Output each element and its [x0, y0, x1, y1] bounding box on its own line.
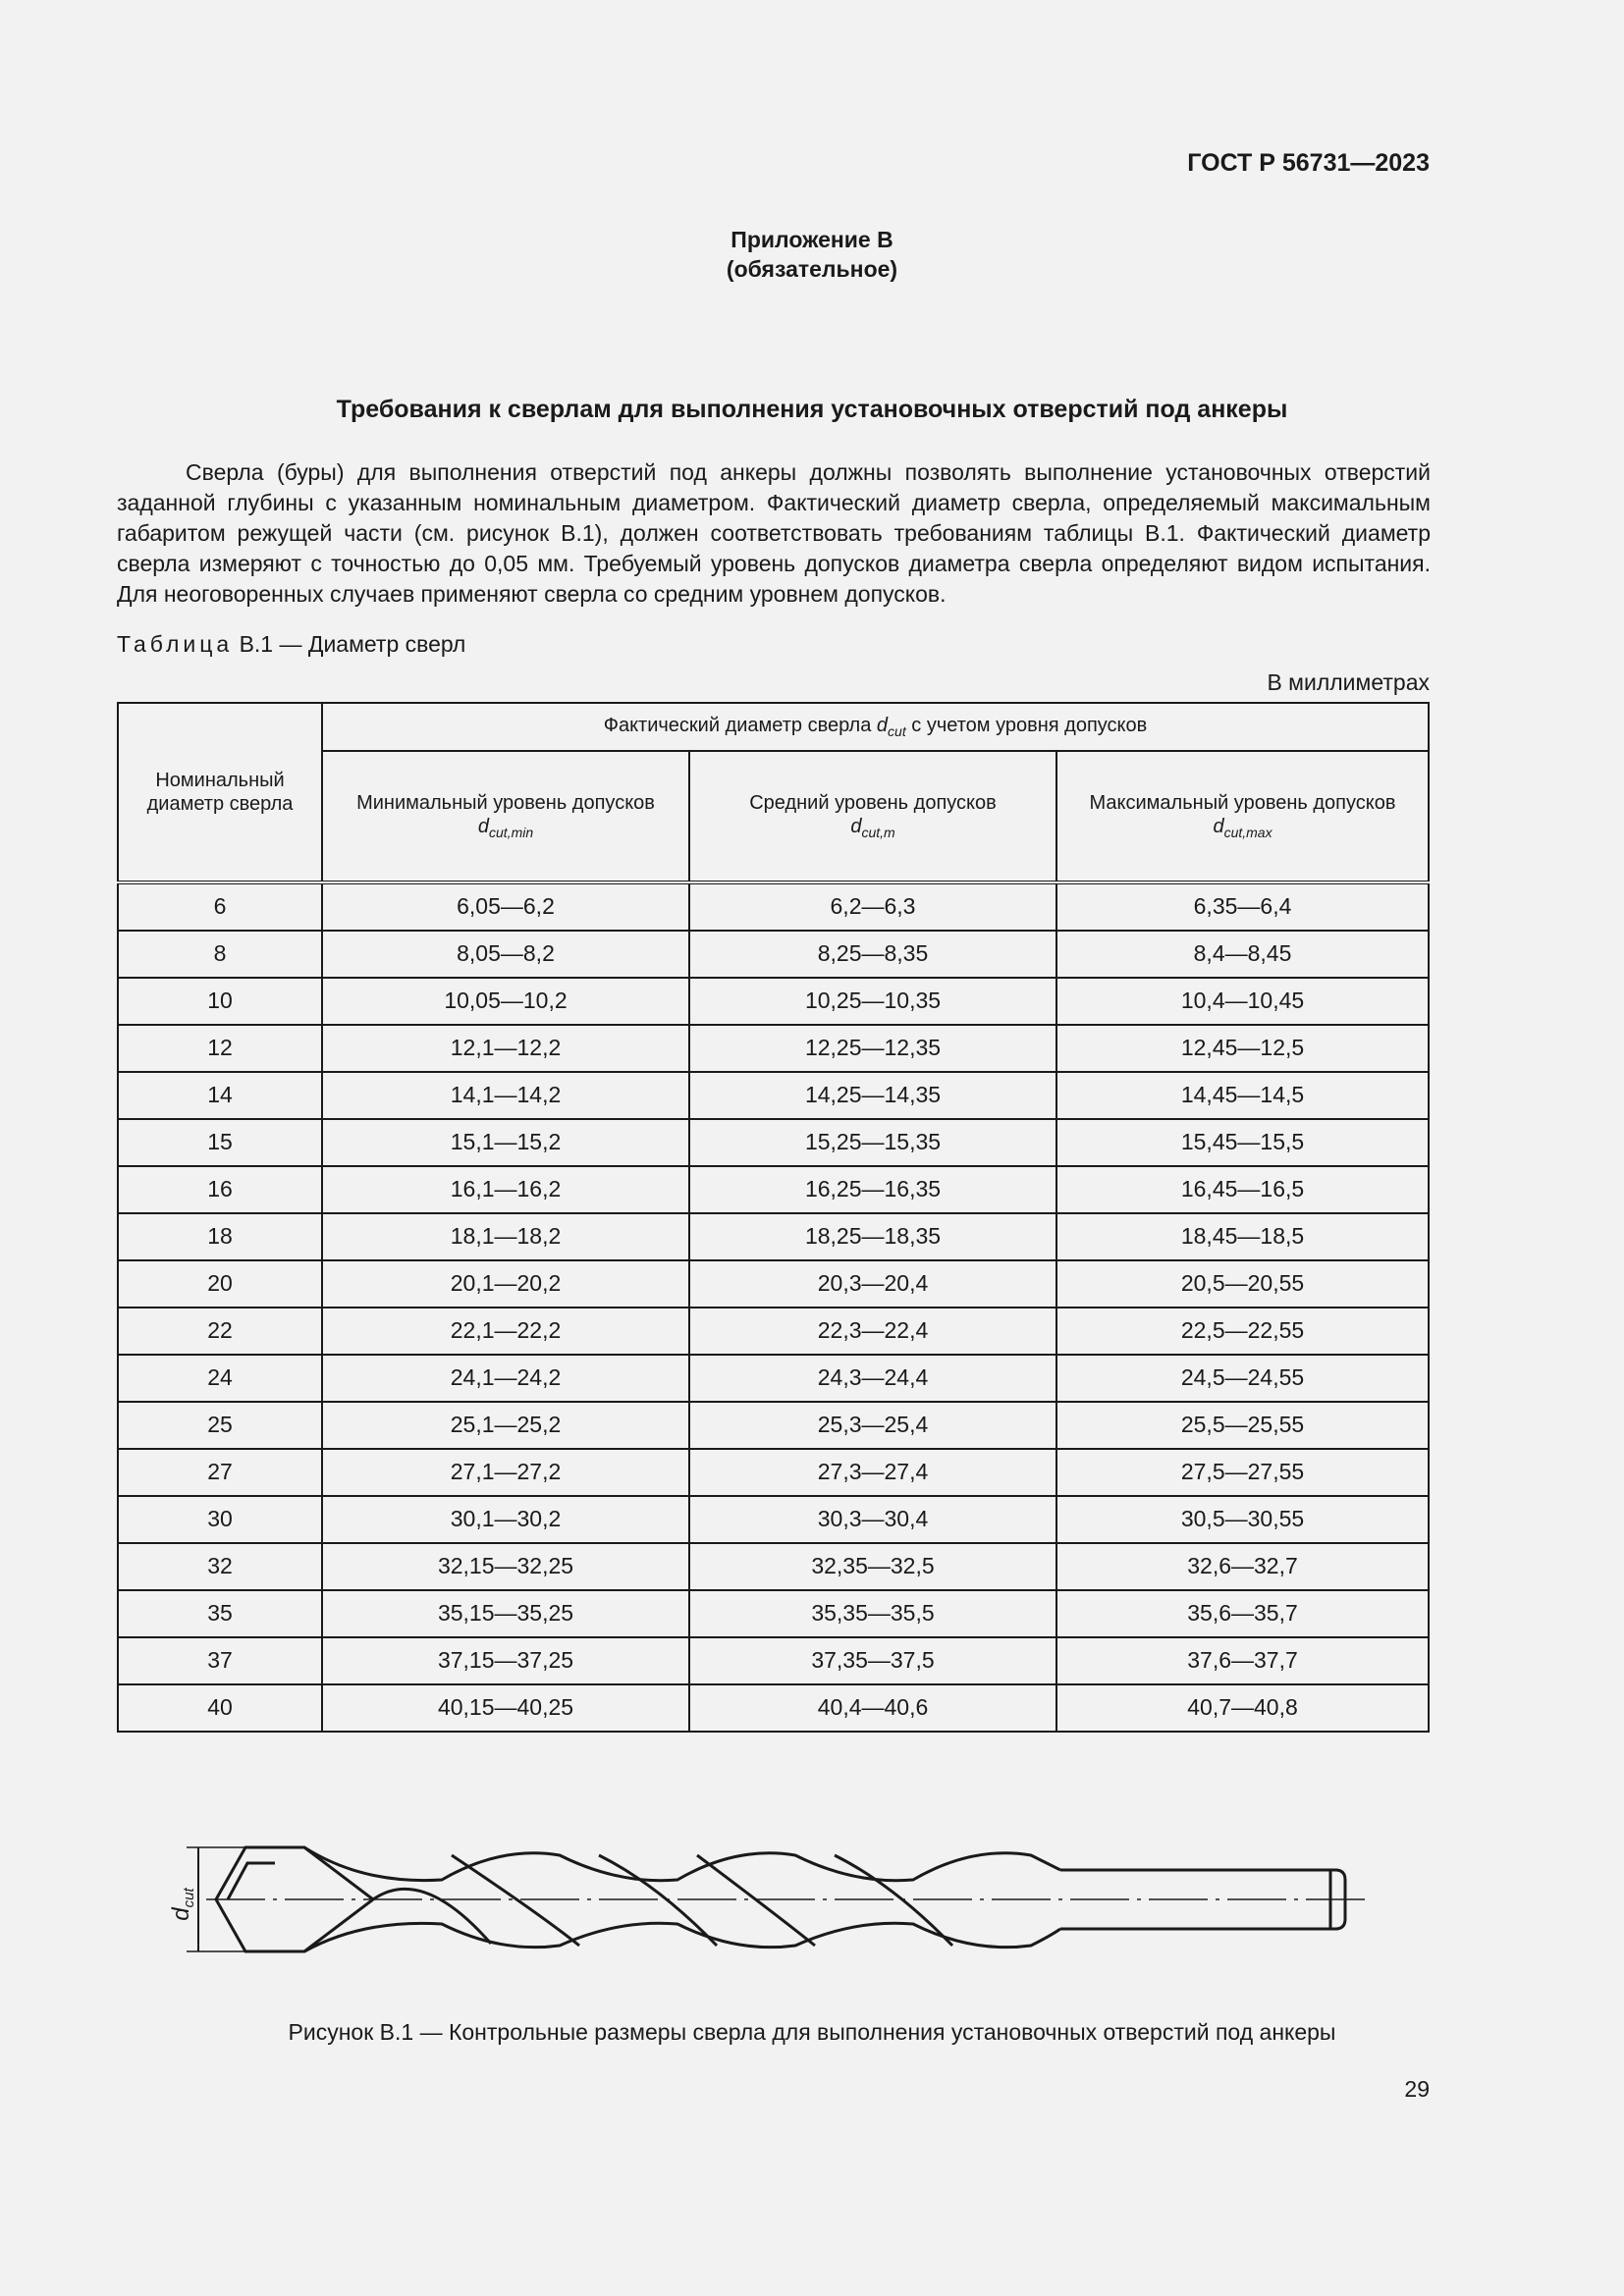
cell-min: 27,1—27,2 — [322, 1449, 689, 1496]
cell-mid: 25,3—25,4 — [689, 1402, 1056, 1449]
page-number: 29 — [1404, 2076, 1430, 2102]
table-row — [118, 1590, 1429, 1637]
figure-caption: Рисунок В.1 — Контрольные размеры сверла для выполнения установочных отверстий под анкеры — [288, 2019, 1336, 2045]
table-body — [118, 882, 1429, 1732]
group-header-text-post: с учетом уровня допусков — [911, 715, 1148, 736]
header-nominal-diameter: Номинальный диаметр сверла — [118, 703, 322, 882]
cell-mid: 30,3—30,4 — [689, 1496, 1056, 1543]
cell-min: 37,15—37,25 — [322, 1637, 689, 1684]
cell-nominal: 10 — [118, 978, 322, 1025]
table-row — [118, 1072, 1429, 1119]
cell-min: 12,1—12,2 — [322, 1025, 689, 1072]
intro-paragraph — [117, 457, 1431, 610]
cell-nominal: 18 — [118, 1213, 322, 1260]
cell-mid: 14,25—14,35 — [689, 1072, 1056, 1119]
header-min-sub-text: cut,min — [489, 825, 534, 840]
svg-text:dcut — [168, 1887, 197, 1920]
table-row — [118, 978, 1429, 1025]
header-actual-diameter-group — [322, 703, 1429, 751]
dimension-label — [168, 1887, 197, 1920]
table-row — [118, 1025, 1429, 1072]
cell-nominal: 16 — [118, 1166, 322, 1213]
group-header-sub: cut — [888, 723, 906, 739]
cell-mid: 10,25—10,35 — [689, 978, 1056, 1025]
header-mid-tolerance — [689, 751, 1056, 882]
document-code: ГОСТ Р 56731—2023 — [1187, 149, 1430, 177]
cell-min: 6,05—6,2 — [322, 882, 689, 931]
cell-min: 35,15—35,25 — [322, 1590, 689, 1637]
cell-max: 10,4—10,45 — [1056, 978, 1429, 1025]
table-row — [118, 1637, 1429, 1684]
table-row — [118, 1449, 1429, 1496]
table-row — [118, 1355, 1429, 1402]
cell-min: 16,1—16,2 — [322, 1166, 689, 1213]
cell-mid: 15,25—15,35 — [689, 1119, 1056, 1166]
cell-min: 40,15—40,25 — [322, 1684, 689, 1732]
appendix-heading — [0, 225, 1624, 284]
drill-figure — [167, 1826, 1384, 1983]
cell-max: 22,5—22,55 — [1056, 1308, 1429, 1355]
flute-twist-4 — [697, 1855, 815, 1946]
header-mid-label: Средний уровень допусков — [749, 792, 997, 814]
table-row — [118, 1213, 1429, 1260]
cell-mid: 24,3—24,4 — [689, 1355, 1056, 1402]
header-max-label: Максимальный уровень допусков — [1089, 792, 1396, 814]
cell-max: 20,5—20,55 — [1056, 1260, 1429, 1308]
header-min-sub — [489, 825, 533, 840]
header-min-var: d — [477, 816, 489, 837]
table-row — [118, 1166, 1429, 1213]
cell-min: 32,15—32,25 — [322, 1543, 689, 1590]
flute-twist-2 — [452, 1855, 579, 1946]
cell-min: 14,1—14,2 — [322, 1072, 689, 1119]
cell-mid: 27,3—27,4 — [689, 1449, 1056, 1496]
cell-max: 32,6—32,7 — [1056, 1543, 1429, 1590]
header-min-tolerance — [322, 751, 689, 882]
cell-max: 14,45—14,5 — [1056, 1072, 1429, 1119]
drill-outline — [187, 1847, 1370, 1951]
cell-nominal: 22 — [118, 1308, 322, 1355]
table-row — [118, 1684, 1429, 1732]
appendix-status: (обязательное) — [726, 256, 898, 282]
cell-nominal: 24 — [118, 1355, 322, 1402]
table-row — [118, 931, 1429, 978]
cell-mid: 16,25—16,35 — [689, 1166, 1056, 1213]
dimension-label-var: d — [168, 1907, 194, 1921]
cell-max: 6,35—6,4 — [1056, 882, 1429, 931]
cell-nominal: 27 — [118, 1449, 322, 1496]
table-caption — [117, 631, 465, 658]
table-caption-prefix: Таблица — [117, 631, 234, 657]
cell-nominal: 35 — [118, 1590, 322, 1637]
cell-min: 22,1—22,2 — [322, 1308, 689, 1355]
header-max-var: d — [1213, 816, 1224, 837]
cell-max: 12,45—12,5 — [1056, 1025, 1429, 1072]
table-row — [118, 1402, 1429, 1449]
cell-min: 18,1—18,2 — [322, 1213, 689, 1260]
header-mid-var: d — [850, 816, 862, 837]
cell-max: 30,5—30,55 — [1056, 1496, 1429, 1543]
cell-min: 25,1—25,2 — [322, 1402, 689, 1449]
dimension-label-sub: cut — [181, 1888, 197, 1908]
cell-nominal: 37 — [118, 1637, 322, 1684]
group-header-var: d — [876, 715, 889, 736]
table-row — [118, 1496, 1429, 1543]
cell-mid: 6,2—6,3 — [689, 882, 1056, 931]
cell-mid: 37,35—37,5 — [689, 1637, 1056, 1684]
cell-max: 40,7—40,8 — [1056, 1684, 1429, 1732]
cell-nominal: 30 — [118, 1496, 322, 1543]
table-row — [118, 1260, 1429, 1308]
header-max-sub — [1224, 825, 1272, 840]
cell-max: 25,5—25,55 — [1056, 1402, 1429, 1449]
cell-nominal: 20 — [118, 1260, 322, 1308]
group-header-text: Фактический диаметр сверла — [603, 715, 872, 736]
cell-min: 30,1—30,2 — [322, 1496, 689, 1543]
cell-nominal: 14 — [118, 1072, 322, 1119]
cell-min: 8,05—8,2 — [322, 931, 689, 978]
cell-nominal: 25 — [118, 1402, 322, 1449]
section-title: Требования к сверлам для выполнения установочных отверстий под анкеры — [336, 396, 1288, 423]
header-max-sub-text: cut,max — [1223, 825, 1272, 840]
table-row — [118, 1543, 1429, 1590]
cell-nominal: 32 — [118, 1543, 322, 1590]
flute-bottom — [304, 1923, 1060, 1951]
cell-max: 15,45—15,5 — [1056, 1119, 1429, 1166]
cell-max: 18,45—18,5 — [1056, 1213, 1429, 1260]
cell-max: 27,5—27,55 — [1056, 1449, 1429, 1496]
table-row — [118, 882, 1429, 931]
cell-mid: 8,25—8,35 — [689, 931, 1056, 978]
cell-nominal: 40 — [118, 1684, 322, 1732]
cell-nominal: 12 — [118, 1025, 322, 1072]
cell-min: 20,1—20,2 — [322, 1260, 689, 1308]
table-units: В миллиметрах — [1267, 669, 1430, 695]
appendix-title: Приложение В — [731, 227, 893, 252]
cell-mid: 18,25—18,35 — [689, 1213, 1056, 1260]
cell-min: 24,1—24,2 — [322, 1355, 689, 1402]
cell-max: 16,45—16,5 — [1056, 1166, 1429, 1213]
cell-nominal: 8 — [118, 931, 322, 978]
cell-max: 24,5—24,55 — [1056, 1355, 1429, 1402]
cell-mid: 22,3—22,4 — [689, 1308, 1056, 1355]
table-row — [118, 1308, 1429, 1355]
cell-mid: 12,25—12,35 — [689, 1025, 1056, 1072]
header-mid-sub — [861, 825, 894, 840]
header-min-label: Минимальный уровень допусков — [356, 792, 655, 814]
cell-mid: 40,4—40,6 — [689, 1684, 1056, 1732]
cell-nominal: 6 — [118, 882, 322, 931]
header-mid-sub-text: cut,m — [861, 825, 895, 840]
cell-max: 35,6—35,7 — [1056, 1590, 1429, 1637]
drill-diameter-table — [117, 702, 1430, 1733]
cell-mid: 20,3—20,4 — [689, 1260, 1056, 1308]
table-caption-rest: В.1 — Диаметр сверл — [239, 631, 466, 657]
cell-min: 10,05—10,2 — [322, 978, 689, 1025]
flute-twist-1 — [373, 1889, 491, 1944]
cell-max: 8,4—8,45 — [1056, 931, 1429, 978]
cell-max: 37,6—37,7 — [1056, 1637, 1429, 1684]
flute-top — [304, 1847, 1060, 1881]
table-row — [118, 1119, 1429, 1166]
cell-mid: 32,35—32,5 — [689, 1543, 1056, 1590]
cell-mid: 35,35—35,5 — [689, 1590, 1056, 1637]
header-max-tolerance — [1056, 751, 1429, 882]
intro-paragraph-text: Сверла (буры) для выполнения отверстий под анкеры должны позволять выполнение установочных отверстий заданной глубины с указанным номинальным диаметром. Фактический диаметр сверла, определяемый максимальным габаритом режущей части (см. рисунок В.1), должен соответствовать требованиям таблицы В.1. Фактический диаметр сверла измеряют с точностью до 0,05 мм. Требуемый уровень допусков диаметра сверла определяют видом испытания. Для неоговоренных случаев применяют сверла со средним уровнем допусков. — [117, 459, 1431, 607]
cell-nominal: 15 — [118, 1119, 322, 1166]
cell-min: 15,1—15,2 — [322, 1119, 689, 1166]
